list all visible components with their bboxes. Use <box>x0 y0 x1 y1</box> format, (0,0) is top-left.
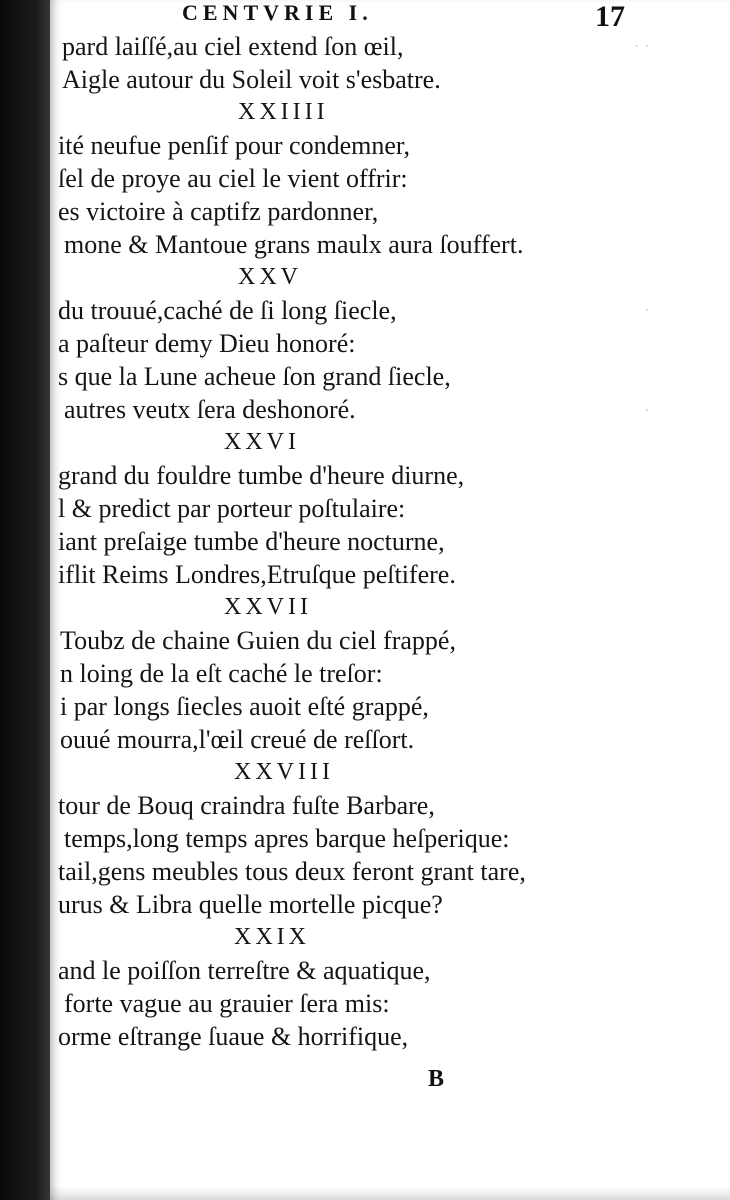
verse-line: and le poiſſon terreſtre & aquatique, <box>58 956 431 985</box>
verse-line: iflit Reims Londres,Etruſque peſtifere. <box>58 560 456 589</box>
quatrain-text <box>58 30 678 1053</box>
verse-line: tour de Bouq craindra fuſte Barbare, <box>58 791 435 820</box>
verse-line: autres veutx ſera deshonoré. <box>64 395 356 424</box>
show-through-mark: · <box>644 400 650 420</box>
verse-line: ouué mourra,l'œil creué de reſſort. <box>60 725 415 754</box>
page-header <box>50 0 730 33</box>
verse-line: tail,gens meubles tous deux feront grant tare, <box>58 857 526 886</box>
verse-line: i par longs ſiecles auoit eſté grappé, <box>60 692 429 721</box>
verse-line: orme eſtrange ſuaue & horrifique, <box>58 1022 409 1051</box>
verse-line: mone & Mantoue grans maulx aura ſouffert. <box>64 230 524 259</box>
running-head: CENTVRIE I. <box>182 0 373 25</box>
verse-line: ité neufue penſif pour condemner, <box>58 131 410 160</box>
verse-line: pard laiſſé,au ciel extend ſon œil, <box>62 32 404 61</box>
verse-line: l & predict par porteur poſtulaire: <box>58 494 406 523</box>
quatrain-number: XXVII <box>224 594 312 620</box>
verse-line: iant preſaige tumbe d'heure nocturne, <box>58 527 445 556</box>
verse-line: forte vague au grauier ſera mis: <box>64 989 390 1018</box>
page-bottom-edge <box>50 1186 730 1200</box>
verse-line: es victoire à captifz pardonner, <box>58 197 379 226</box>
verse-line: temps,long temps apres barque heſperique: <box>64 824 510 853</box>
quatrain-number: XXIX <box>234 924 310 950</box>
verse-line: ſel de proye au ciel le vient offrir: <box>58 164 408 193</box>
quatrain-number: XXIIII <box>238 99 329 125</box>
signature-mark: B <box>428 1066 445 1092</box>
book-gutter-shadow <box>0 0 52 1200</box>
verse-line: s que la Lune acheue ſon grand ſiecle, <box>58 362 451 391</box>
quatrain-number: XXV <box>238 264 302 290</box>
verse-line: grand du fouldre tumbe d'heure diurne, <box>58 461 465 490</box>
verse-line: du trouué,caché de ſi long ſiecle, <box>58 296 397 325</box>
verse-line: Toubz de chaine Guien du ciel frappé, <box>60 626 456 655</box>
verse-line: urus & Libra quelle mortelle picque? <box>58 890 443 919</box>
quatrain-number: XXVIII <box>234 759 334 785</box>
verse-line: a paſteur demy Dieu honoré: <box>58 329 356 358</box>
verse-line: Aigle autour du Soleil voit s'esbatre. <box>62 65 441 94</box>
folio-number: 17 <box>595 0 625 33</box>
show-through-mark: · <box>644 300 650 320</box>
verse-line: n loing de la eſt caché le treſor: <box>60 659 383 688</box>
quatrain-number: XXVI <box>224 429 300 455</box>
page-sheet <box>50 0 730 1200</box>
show-through-mark: · · <box>633 36 650 56</box>
